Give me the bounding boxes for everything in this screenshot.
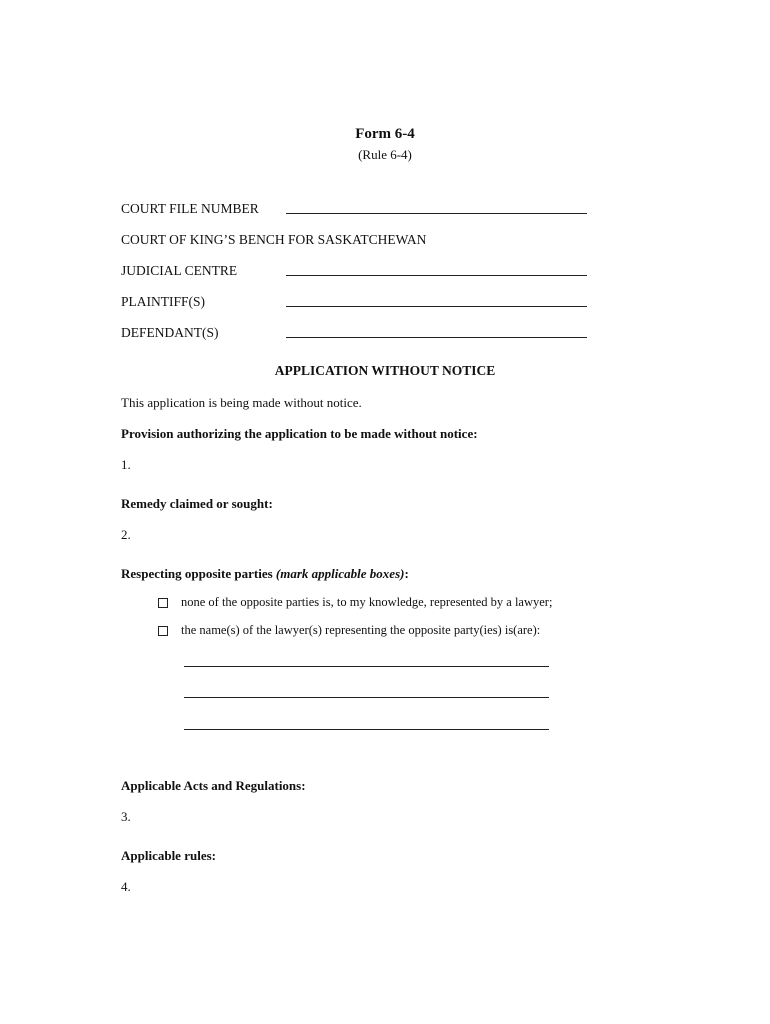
plaintiffs-label: PLAINTIFF(S) xyxy=(121,294,206,309)
lawyer-name-line-1[interactable] xyxy=(184,666,549,667)
remedy-item-number: 2. xyxy=(121,527,131,542)
lawyer-name-line-2[interactable] xyxy=(184,697,549,698)
acts-item-number: 3. xyxy=(121,809,131,824)
intro-text: This application is being made without notice. xyxy=(121,395,362,410)
court-file-number-label: COURT FILE NUMBER xyxy=(121,201,259,216)
opposite-parties-heading xyxy=(121,566,409,582)
form-title: Form 6-4 xyxy=(355,126,415,142)
lawyer-named-option-label: the name(s) of the lawyer(s) representing the opposite party(ies) is(are): xyxy=(181,623,541,637)
judicial-centre-field[interactable] xyxy=(286,275,587,276)
provision-item-number: 1. xyxy=(121,457,131,472)
court-file-number-field[interactable] xyxy=(286,213,587,214)
acts-heading: Applicable Acts and Regulations: xyxy=(121,778,306,793)
defendants-field[interactable] xyxy=(286,337,587,338)
rules-heading: Applicable rules: xyxy=(121,848,216,863)
no-lawyer-option-label: none of the opposite parties is, to my knowledge, represented by a lawyer; xyxy=(181,595,553,609)
opposite-parties-heading-note: (mark applicable boxes) xyxy=(275,566,405,581)
opposite-parties-heading-suffix: : xyxy=(404,566,409,581)
rules-item-number: 4. xyxy=(121,879,131,894)
lawyer-named-checkbox[interactable] xyxy=(158,626,168,636)
remedy-heading: Remedy claimed or sought: xyxy=(121,496,273,511)
provision-heading: Provision authorizing the application to be made without notice: xyxy=(121,426,478,441)
plaintiffs-field[interactable] xyxy=(286,306,587,307)
document-heading: APPLICATION WITHOUT NOTICE xyxy=(274,363,496,378)
court-name-label: COURT OF KING’S BENCH FOR SASKATCHEWAN xyxy=(121,232,427,247)
no-lawyer-checkbox[interactable] xyxy=(158,598,168,608)
form-rule-reference: (Rule 6-4) xyxy=(358,147,412,162)
judicial-centre-label: JUDICIAL CENTRE xyxy=(121,263,238,278)
defendants-label: DEFENDANT(S) xyxy=(121,325,219,340)
lawyer-name-line-3[interactable] xyxy=(184,729,549,730)
opposite-parties-heading-text: Respecting opposite parties xyxy=(121,566,273,581)
